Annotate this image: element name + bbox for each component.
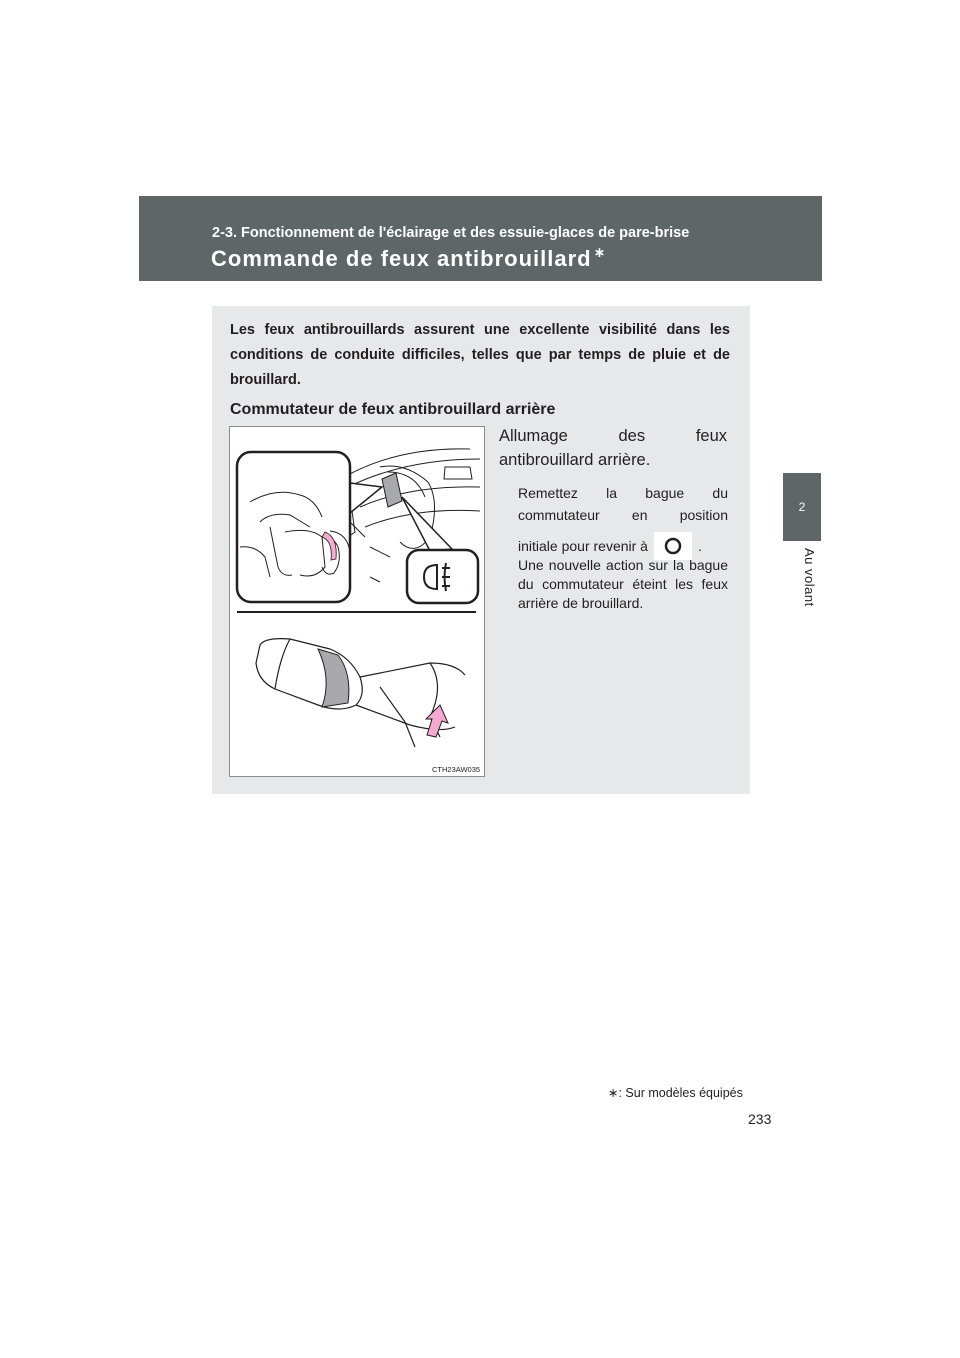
note-word: position <box>679 507 728 523</box>
section-label: 2-3. Fonctionnement de l'éclairage et des essuie-glaces de pare-brise <box>212 225 690 241</box>
title-marker: ∗ <box>593 244 607 260</box>
note-word: du <box>712 485 728 501</box>
page-title <box>211 246 606 272</box>
intro-paragraph: Les feux antibrouillards assurent une excellente visibilité dans les conditions de conduite difficiles, telles que par temps de pluie et de brouillard. <box>230 322 730 388</box>
page-number: 233 <box>748 1111 772 1127</box>
chapter-label: Au volant <box>802 548 817 607</box>
note-word: en <box>631 507 648 523</box>
note-line <box>518 482 728 504</box>
fog-switch-illustration <box>229 426 485 777</box>
content-box <box>212 306 750 794</box>
step-title-word: des <box>618 427 646 445</box>
note-text: initiale pour revenir à <box>518 538 648 554</box>
chapter-tab[interactable] <box>783 473 821 541</box>
step-title-line2: antibrouillard arrière. <box>499 451 651 469</box>
step-title-line1 <box>499 424 727 448</box>
chapter-number: 2 <box>798 500 806 514</box>
step-title <box>499 424 727 472</box>
note-line <box>518 504 728 526</box>
page-title-text: Commande de feux antibrouillard <box>211 246 592 271</box>
illustration-drawing <box>230 427 484 776</box>
note-word: la <box>606 485 618 501</box>
subheading: Commutateur de feux antibrouillard arrière <box>230 401 556 418</box>
note-word: Remettez <box>518 485 578 501</box>
note-end: . <box>697 538 702 554</box>
step-note-off: Une nouvelle action sur la bague du commutateur éteint les feux arrière de brouillard. <box>518 557 728 611</box>
step-title-word: feux <box>695 427 727 445</box>
footnote: ∗: Sur modèles équipés <box>608 1086 743 1100</box>
step-title-word: Allumage <box>499 427 568 445</box>
illustration-code: CTH23AW035 <box>432 765 481 774</box>
header-band <box>139 196 822 281</box>
note-word: commutateur <box>518 507 600 523</box>
note-word: bague <box>645 485 685 501</box>
step-note-reset <box>518 482 728 560</box>
